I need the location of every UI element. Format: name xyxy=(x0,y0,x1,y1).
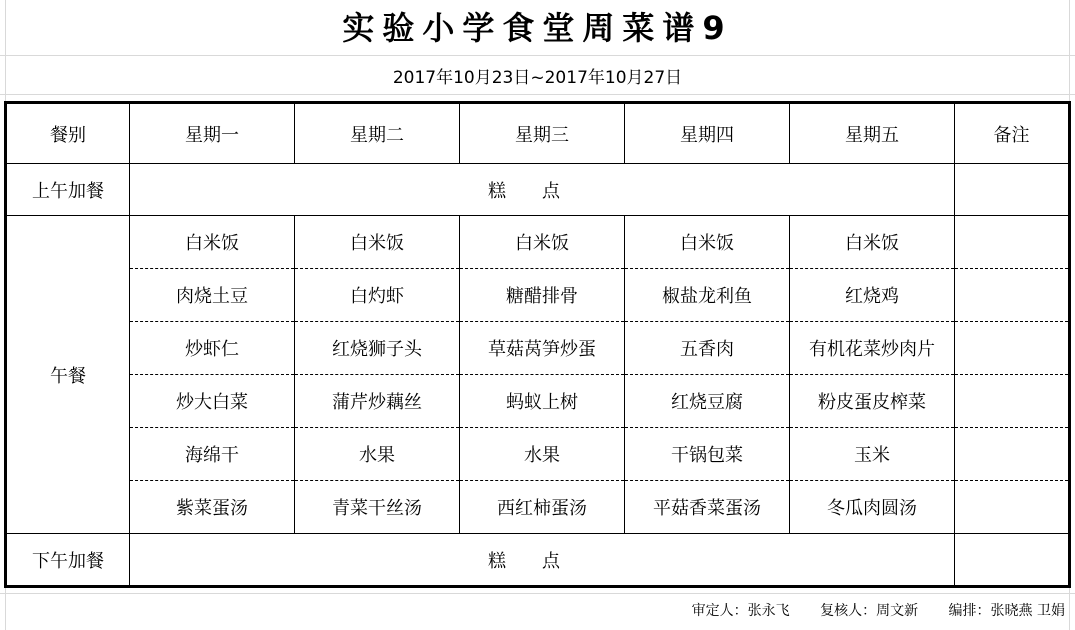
dish-cell: 平菇香菜蛋汤 xyxy=(625,481,790,534)
dish-cell: 白米饭 xyxy=(790,216,955,269)
dish-cell: 肉烧土豆 xyxy=(130,269,295,322)
notes-cell xyxy=(955,216,1070,269)
dish-cell: 白米饭 xyxy=(130,216,295,269)
snack-content: 糕点 xyxy=(130,534,955,587)
dish-cell: 白灼虾 xyxy=(295,269,460,322)
dish-cell: 白米饭 xyxy=(460,216,625,269)
header-day: 星期一 xyxy=(130,103,295,164)
notes-cell xyxy=(955,481,1070,534)
dish-cell: 白米饭 xyxy=(625,216,790,269)
lunch-row xyxy=(6,481,1070,534)
dish-cell: 红烧豆腐 xyxy=(625,375,790,428)
header-meal: 餐别 xyxy=(6,103,130,164)
notes-cell xyxy=(955,428,1070,481)
snack-content: 糕点 xyxy=(130,164,955,216)
checker-label: 复核人：周文新 xyxy=(820,603,919,619)
dish-cell: 炒大白菜 xyxy=(130,375,295,428)
dish-cell: 椒盐龙利鱼 xyxy=(625,269,790,322)
dish-cell: 粉皮蛋皮榨菜 xyxy=(790,375,955,428)
meal-label: 下午加餐 xyxy=(6,534,130,587)
dish-cell: 五香肉 xyxy=(625,322,790,375)
afternoon-snack-row xyxy=(6,534,1070,587)
editor-label: 编排：张晓燕 卫娟 xyxy=(948,603,1065,619)
header-row xyxy=(6,103,1070,164)
notes-cell xyxy=(955,164,1070,216)
dish-cell: 蚂蚁上树 xyxy=(460,375,625,428)
dish-cell: 白米饭 xyxy=(295,216,460,269)
dish-cell: 紫菜蛋汤 xyxy=(130,481,295,534)
lunch-row xyxy=(6,216,1070,269)
notes-cell xyxy=(955,375,1070,428)
lunch-row xyxy=(6,375,1070,428)
header-notes: 备注 xyxy=(955,103,1070,164)
page-title: 实验小学食堂周菜谱9 xyxy=(342,9,733,47)
header-day: 星期三 xyxy=(460,103,625,164)
notes-cell xyxy=(955,269,1070,322)
dish-cell: 糖醋排骨 xyxy=(460,269,625,322)
lunch-row xyxy=(6,269,1070,322)
dish-cell: 水果 xyxy=(295,428,460,481)
header-day: 星期二 xyxy=(295,103,460,164)
dish-cell: 草菇莴笋炒蛋 xyxy=(460,322,625,375)
meal-label: 午餐 xyxy=(6,216,130,534)
notes-cell xyxy=(955,322,1070,375)
reviewer-label: 审定人：张永飞 xyxy=(691,603,790,619)
dish-cell: 红烧狮子头 xyxy=(295,322,460,375)
dish-cell: 有机花菜炒肉片 xyxy=(790,322,955,375)
sheet-gridline xyxy=(0,55,1075,56)
dish-cell: 海绵干 xyxy=(130,428,295,481)
dish-cell: 水果 xyxy=(460,428,625,481)
header-day: 星期四 xyxy=(625,103,790,164)
sheet-gridline xyxy=(0,593,1075,594)
lunch-row xyxy=(6,428,1070,481)
date-range: 2017年10月23日~2017年10月27日 xyxy=(392,68,683,88)
dish-cell: 红烧鸡 xyxy=(790,269,955,322)
dish-cell: 蒲芹炒藕丝 xyxy=(295,375,460,428)
dish-cell: 玉米 xyxy=(790,428,955,481)
signature-footer xyxy=(0,598,1065,624)
notes-cell xyxy=(955,534,1070,587)
menu-table xyxy=(4,101,1071,588)
morning-snack-row xyxy=(6,164,1070,216)
dish-cell: 冬瓜肉圆汤 xyxy=(790,481,955,534)
header-day: 星期五 xyxy=(790,103,955,164)
dish-cell: 青菜干丝汤 xyxy=(295,481,460,534)
dish-cell: 干锅包菜 xyxy=(625,428,790,481)
meal-label: 上午加餐 xyxy=(6,164,130,216)
dish-cell: 西红柿蛋汤 xyxy=(460,481,625,534)
dish-cell: 炒虾仁 xyxy=(130,322,295,375)
lunch-row xyxy=(6,322,1070,375)
sheet-gridline xyxy=(0,94,1075,95)
